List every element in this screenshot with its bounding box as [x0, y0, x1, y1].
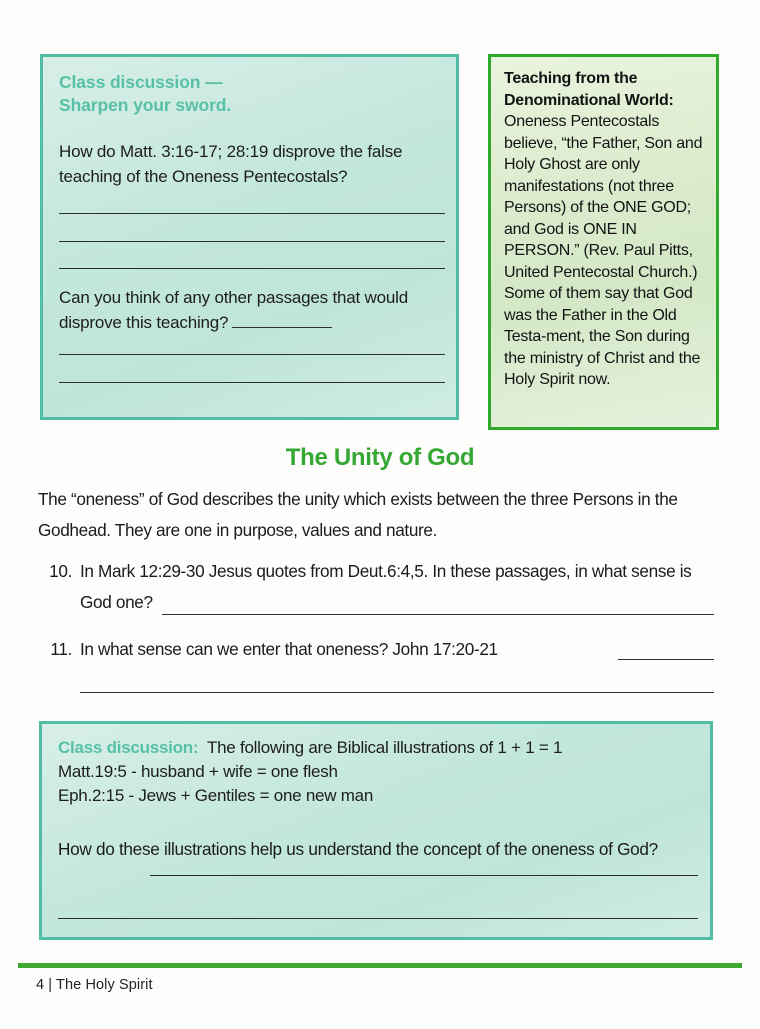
answer-line[interactable] — [59, 382, 445, 383]
answer-line[interactable] — [59, 241, 445, 242]
question-11-number: 11. — [50, 639, 72, 659]
question-11 — [42, 634, 714, 665]
question-10 — [42, 556, 714, 618]
class-discussion-bottom-lead-text: The following are Biblical illustrations of 1 + 1 = 1 — [206, 738, 563, 757]
class-discussion-bottom-lead — [58, 736, 698, 808]
class-discussion-heading-line2: Sharpen your sword. — [59, 95, 232, 115]
discussion-question-2 — [59, 285, 451, 335]
answer-line[interactable] — [58, 918, 698, 919]
answer-line[interactable] — [150, 875, 698, 876]
inline-answer-blank[interactable] — [232, 311, 332, 328]
footer-divider — [18, 963, 742, 968]
discussion-question-2-text: Can you think of any other passages that would disprove this teaching? — [59, 288, 408, 332]
discussion-question-1: How do Matt. 3:16-17; 28:19 disprove the false teaching of the Oneness Pentecostals? — [59, 142, 403, 186]
answer-line[interactable] — [162, 614, 714, 615]
illustration-2: Eph.2:15 - Jews + Gentiles = one new man — [58, 786, 374, 805]
denominational-teaching-body: Oneness Pentecostals believe, “the Father, Son and Holy Ghost are only manifestations (not three Persons) of the ONE GOD; and God is ONE IN PERSON.” (Rev. Paul Pitts, United Pentecostal Church.) Some of them say that God was the Father in the Old Testa-ment, the Son during the ministry of Christ and the Holy Spirit now. — [504, 113, 703, 388]
answer-line[interactable] — [618, 659, 714, 660]
class-discussion-heading — [59, 71, 439, 117]
answer-line[interactable] — [59, 268, 445, 269]
section-heading-unity-of-god: The Unity of God — [285, 444, 475, 471]
class-discussion-heading-line1: Class discussion — — [59, 72, 223, 92]
question-10-text: In Mark 12:29-30 Jesus quotes from Deut.6:4,5. In these passages, in what sense is God one? — [80, 561, 692, 612]
unity-paragraph: The “oneness” of God describes the unity which exists between the three Persons in the Godhead. They are one in purpose, values and nature. — [38, 489, 678, 540]
denominational-teaching-text — [504, 68, 704, 391]
class-discussion-box-bottom — [39, 721, 713, 940]
answer-line[interactable] — [59, 213, 445, 214]
illustration-1: Matt.19:5 - husband + wife = one flesh — [58, 762, 338, 781]
question-10-number: 10. — [49, 561, 72, 581]
denominational-teaching-box — [488, 54, 719, 430]
answer-line[interactable] — [80, 692, 714, 693]
class-discussion-bottom-label: Class discussion: — [58, 738, 199, 757]
class-discussion-box-top — [40, 54, 459, 420]
denominational-teaching-title: Teaching from the Denominational World: — [504, 70, 674, 109]
answer-line[interactable] — [59, 354, 445, 355]
footer-page-label: 4 | The Holy Spirit — [36, 977, 153, 993]
class-discussion-bottom-question: How do these illustrations help us understand the concept of the oneness of God? — [58, 839, 658, 859]
question-11-text: In what sense can we enter that oneness? John 17:20-21 — [80, 639, 498, 659]
